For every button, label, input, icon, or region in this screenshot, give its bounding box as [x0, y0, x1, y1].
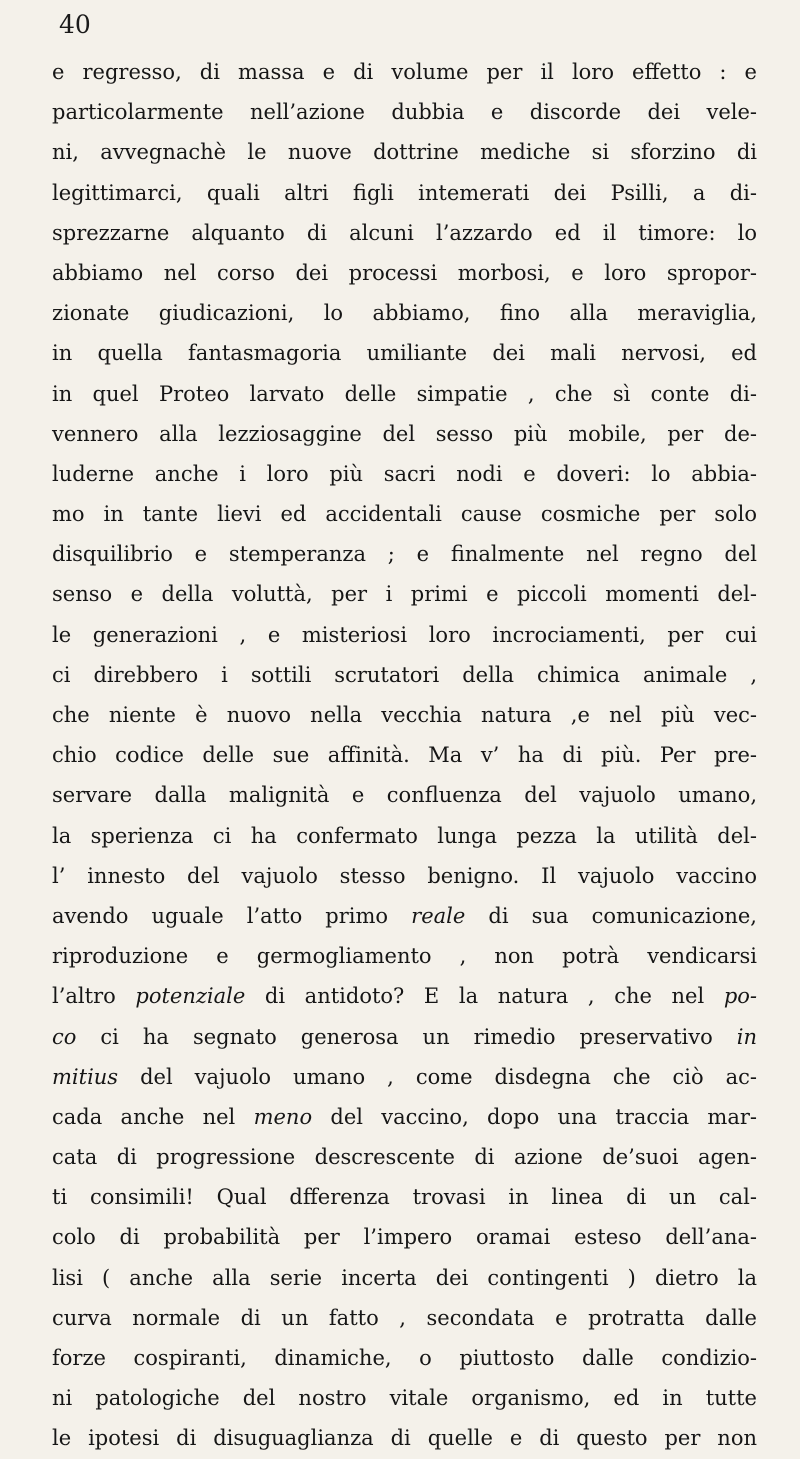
text-segment: senso e della voluttà, per i primi e piccoli momenti del- [52, 582, 757, 607]
text-line [52, 695, 757, 735]
text-segment: e regresso, di massa e di volume per il loro effetto : e [52, 60, 757, 84]
text-segment: l’altro [52, 984, 136, 1009]
text-segment: la sperienza ci ha confermato lunga pezza la utilità del- [52, 823, 757, 848]
text-line [52, 374, 757, 414]
text-segment: cata di progressione descrescente di azione de’suoi agen- [52, 1145, 757, 1170]
text-line [52, 534, 757, 574]
italic-text-segment: mitius [52, 1064, 119, 1089]
text-line [52, 1057, 757, 1097]
text-line [52, 816, 757, 856]
text-segment: del vaccino, dopo una traccia mar- [312, 1104, 758, 1129]
text-line [52, 414, 757, 454]
text-segment: particolarmente nell’azione dubbia e discorde dei vele- [52, 100, 757, 125]
text-segment: di sua comunicazione, [465, 903, 757, 928]
text-segment: vennero alla lezziosaggine del sesso più mobile, per de- [52, 421, 757, 446]
text-line [52, 735, 757, 775]
text-segment: disquilibrio e stemperanza ; e finalmente nel regno del [52, 542, 757, 567]
text-segment: luderne anche i loro più sacri nodi e doveri: lo abbia- [52, 461, 757, 486]
text-line [52, 1097, 757, 1137]
italic-text-segment: po- [723, 984, 757, 1009]
text-line [52, 615, 757, 655]
text-segment: colo di probabilità per l’impero oramai esteso dell’ana- [52, 1225, 757, 1250]
text-segment: lisi ( anche alla serie incerta dei contingenti ) dietro la [52, 1265, 757, 1290]
text-segment: in quella fantasmagoria umiliante dei mali nervosi, ed [52, 341, 757, 366]
text-segment: ci direbbero i sottili scrutatori della chimica animale , [52, 662, 757, 687]
italic-text-segment: meno [253, 1104, 313, 1129]
text-line [52, 655, 757, 695]
text-line [52, 1017, 757, 1057]
text-segment: del vajuolo umano , come disdegna che ciò ac- [118, 1064, 757, 1089]
text-segment: curva normale di un fatto , secondata e protratta dalle [52, 1305, 757, 1330]
text-line [52, 92, 757, 132]
italic-text-segment: reale [411, 903, 466, 928]
italic-text-segment: potenziale [135, 984, 246, 1009]
text-line [52, 52, 757, 92]
text-segment: chio codice delle sue affinità. Ma v’ ha di più. Per pre- [52, 743, 757, 768]
text-segment: ni patologiche del nostro vitale organismo, ed in tutte [52, 1386, 757, 1411]
text-line [52, 775, 757, 815]
page-number: 40 [59, 10, 91, 39]
text-segment: forze cospiranti, dinamiche, o piuttosto dalle condizio- [52, 1346, 757, 1370]
text-line [52, 213, 757, 253]
text-line [52, 976, 757, 1016]
text-segment: l’ innesto del vajuolo stesso benigno. Il vajuolo vaccino [52, 863, 757, 888]
text-segment: sprezzarne alquanto di alcuni l’azzardo ed il timore: lo [52, 220, 757, 245]
italic-text-segment: co [52, 1024, 77, 1049]
text-segment: le generazioni , e misteriosi loro incrociamenti, per cui [52, 622, 757, 647]
text-line [52, 936, 757, 976]
text-line [52, 574, 757, 614]
body-text [52, 52, 757, 1459]
text-segment: zionate giudicazioni, lo abbiamo, fino alla meraviglia, [52, 301, 757, 326]
italic-text-segment: in [736, 1024, 757, 1049]
text-segment: mo in tante lievi ed accidentali cause cosmiche per solo [52, 502, 757, 527]
text-segment: in quel Proteo larvato delle simpatie , che sì conte di- [52, 381, 757, 406]
text-segment: le ipotesi di disuguaglianza di quelle e di questo per non [52, 1426, 757, 1451]
text-segment: di antidoto? E la natura , che nel [245, 984, 724, 1009]
text-line [52, 1258, 757, 1298]
text-line [52, 293, 757, 333]
text-line [52, 333, 757, 373]
text-segment: legittimarci, quali altri figli intemerati dei Psilli, a di- [52, 180, 757, 205]
text-line [52, 132, 757, 172]
text-segment: cada anche nel [52, 1104, 254, 1129]
text-line [52, 1177, 757, 1217]
text-line [52, 896, 757, 936]
text-segment: ci ha segnato generosa un rimedio preservativo [76, 1024, 737, 1049]
text-segment: servare dalla malignità e confluenza del vajuolo umano, [52, 783, 757, 808]
text-line [52, 454, 757, 494]
text-line [52, 173, 757, 213]
text-line [52, 1378, 757, 1418]
text-line [52, 1217, 757, 1257]
text-line [52, 1137, 757, 1177]
text-line [52, 253, 757, 293]
text-line [52, 1298, 757, 1338]
text-line [52, 1338, 757, 1378]
text-segment: ni, avvegnachè le nuove dottrine mediche si sforzino di [52, 140, 757, 165]
text-segment: riproduzione e germogliamento , non potrà vendicarsi [52, 944, 757, 969]
text-line [52, 1418, 757, 1458]
text-segment: che niente è nuovo nella vecchia natura ,e nel più vec- [52, 703, 757, 727]
text-segment: abbiamo nel corso dei processi morbosi, e loro spropor- [52, 260, 757, 285]
text-line [52, 856, 757, 896]
text-line [52, 494, 757, 534]
text-segment: ti consimili! Qual dfferenza trovasi in linea di un cal- [52, 1185, 757, 1210]
text-segment: avendo uguale l’atto primo [52, 903, 412, 928]
